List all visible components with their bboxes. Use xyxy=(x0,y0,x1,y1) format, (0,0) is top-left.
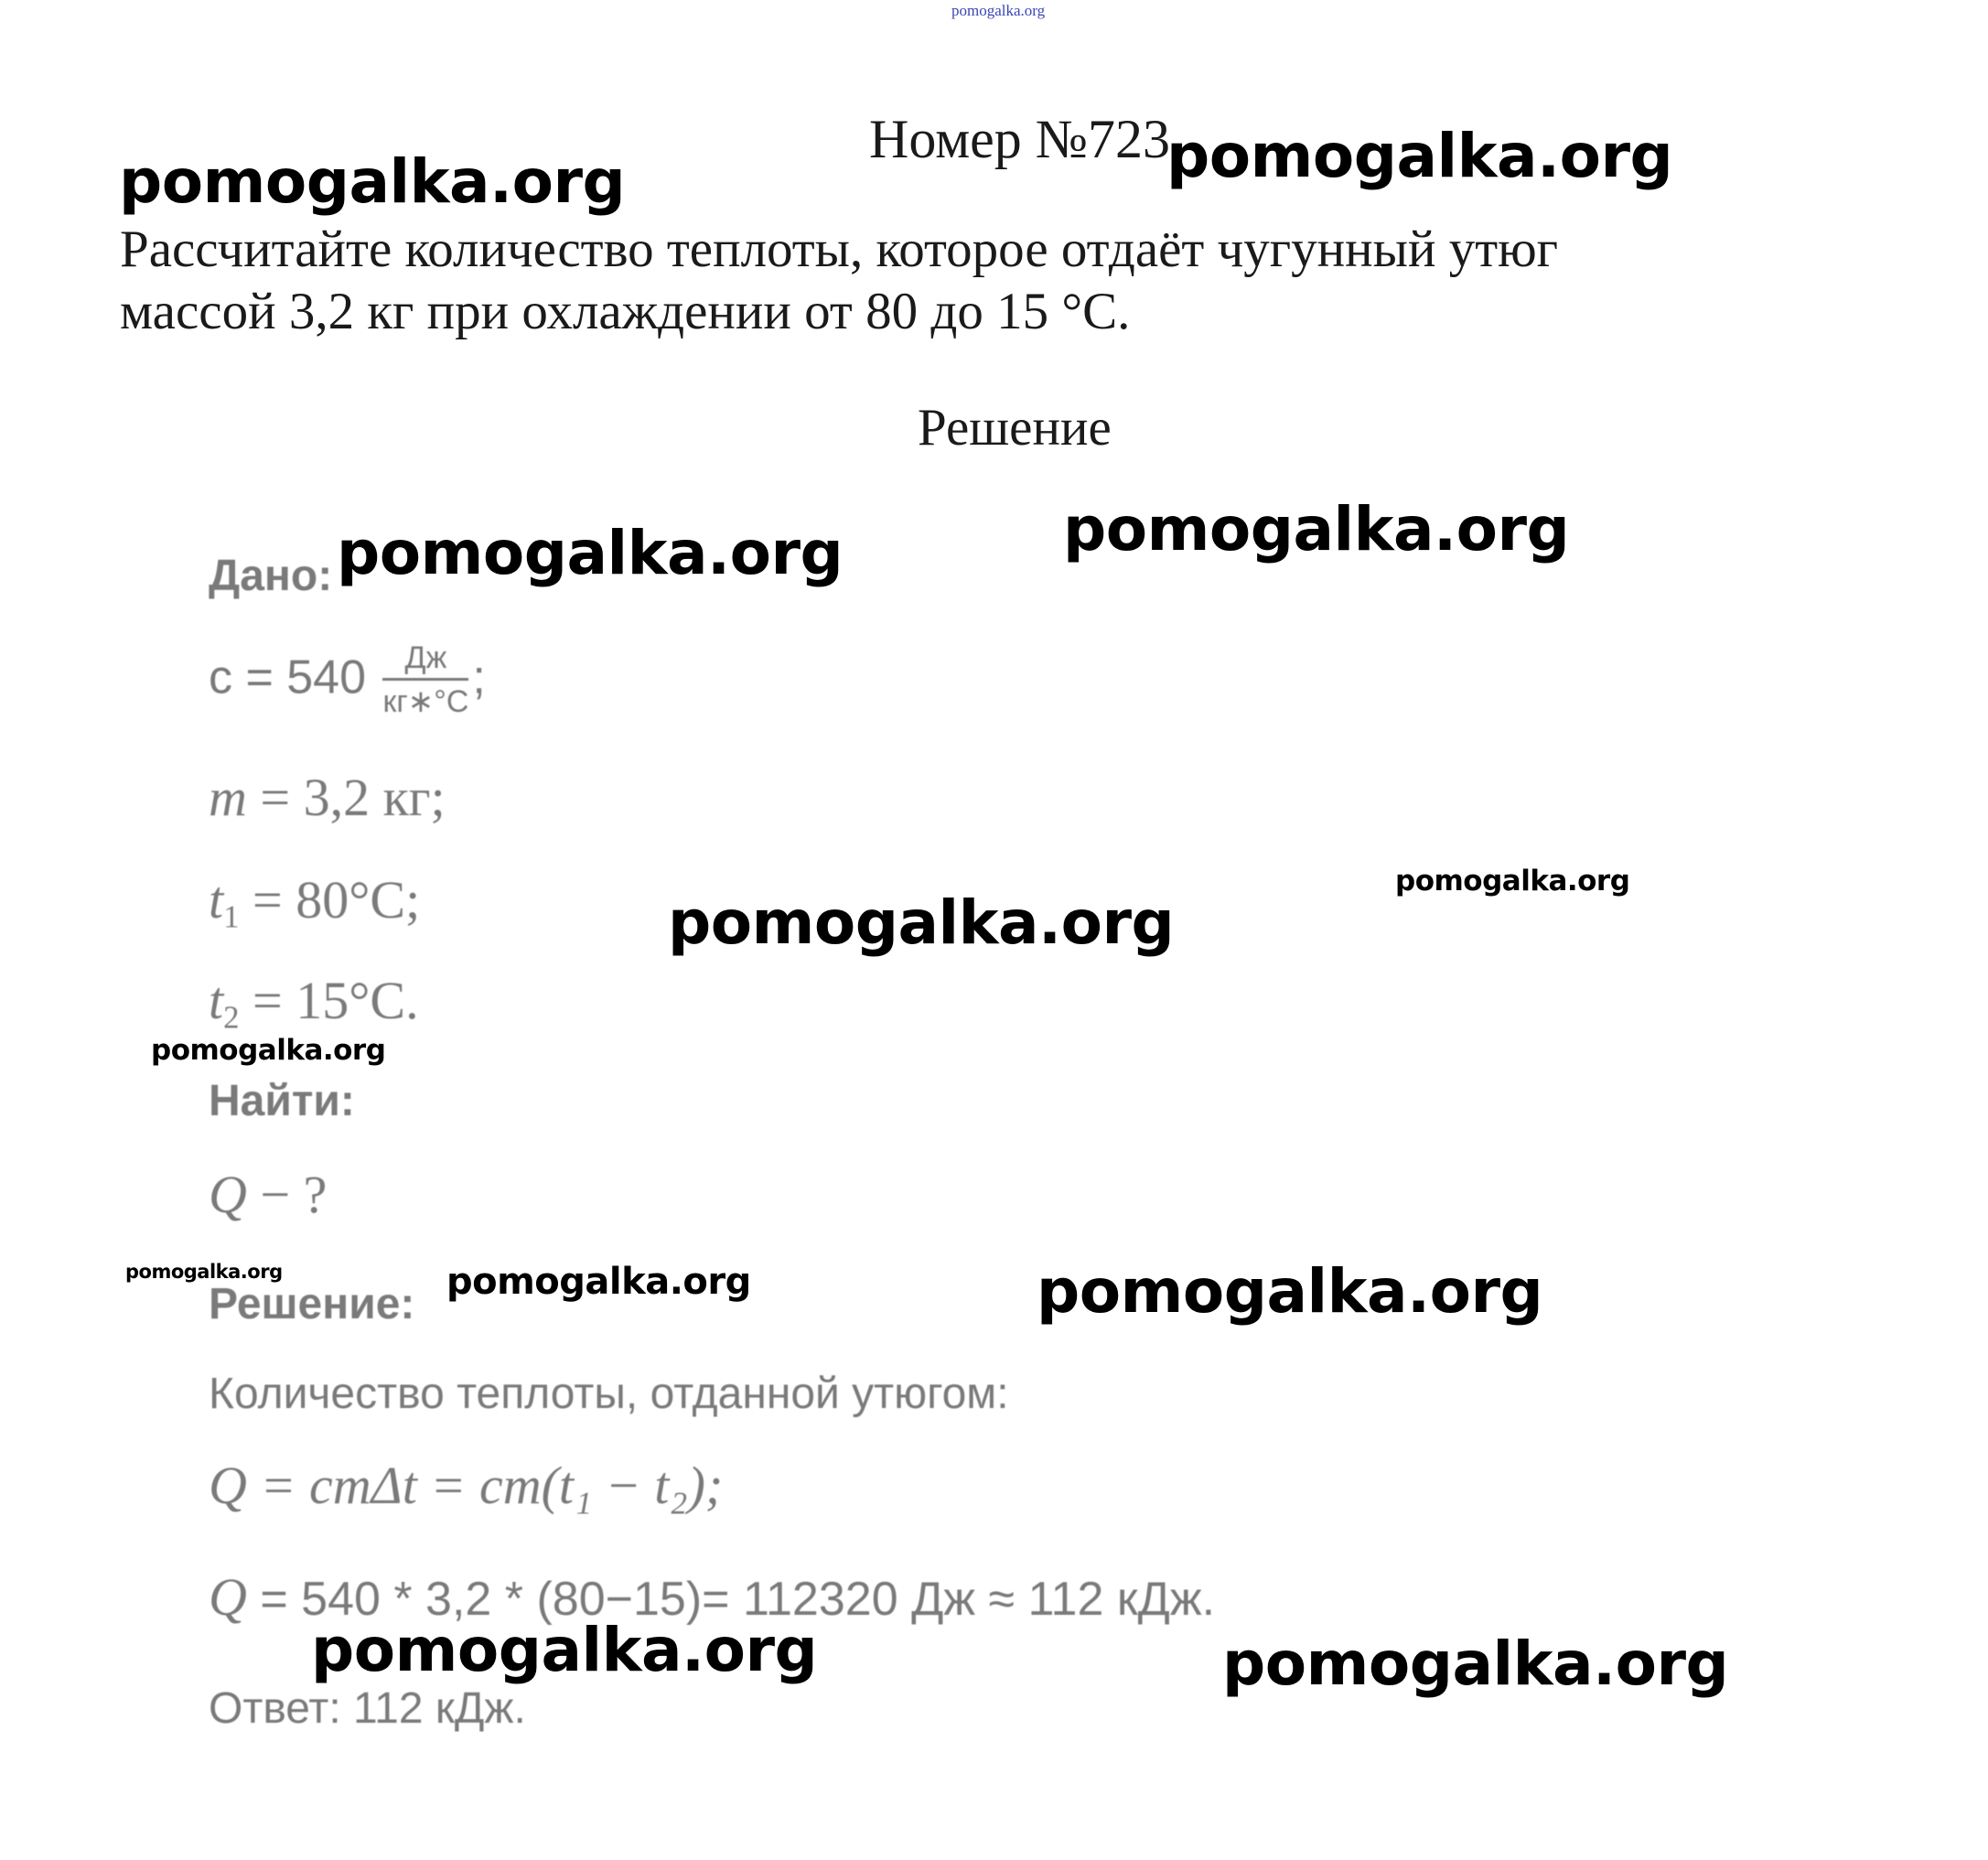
watermark: pomogalka.org xyxy=(311,1615,818,1685)
solution-text: Количество теплоты, отданной утюгом: xyxy=(209,1370,1009,1418)
watermark: pomogalka.org xyxy=(446,1261,751,1303)
given-m-var: m xyxy=(209,768,247,827)
watermark: pomogalka.org xyxy=(1037,1256,1543,1327)
watermark: pomogalka.org xyxy=(668,887,1175,958)
watermark: pomogalka.org xyxy=(125,1261,283,1283)
watermark: pomogalka.org xyxy=(119,146,626,217)
solution-label: Решение: xyxy=(209,1280,415,1328)
solution-formula: Q = cmΔt = cm(t₁ − t₂); xyxy=(209,1456,724,1515)
given-t2-var: t xyxy=(209,971,224,1030)
watermark: pomogalka.org xyxy=(1166,121,1673,191)
problem-statement-line-2: массой 3,2 кг при охлаждении от 80 до 15 °С. xyxy=(120,283,1131,340)
given-t1 xyxy=(209,869,420,935)
given-specific-heat xyxy=(209,640,486,720)
given-t1-rest: = 80°С; xyxy=(239,870,421,930)
given-c-suffix: ; xyxy=(472,650,486,704)
solution-calc-var: Q xyxy=(209,1567,247,1627)
solution-calc-rest: = 540 * 3,2 * (80−15)= 112320 Дж ≈ 112 кДж. xyxy=(246,1573,1216,1626)
problem-number: Номер №723 xyxy=(869,109,1171,169)
find-q-rest: − ? xyxy=(246,1165,328,1224)
solution-heading: Решение xyxy=(918,399,1112,457)
given-c-unit-denominator: кг∗°С xyxy=(382,684,469,720)
watermark: pomogalka.org xyxy=(1222,1629,1729,1699)
watermark-top: pomogalka.org xyxy=(951,2,1046,19)
given-t1-sub: 1 xyxy=(223,898,240,935)
watermark: pomogalka.org xyxy=(1063,494,1570,564)
find-q-var: Q xyxy=(209,1165,247,1224)
given-t2 xyxy=(209,970,419,1036)
watermark: pomogalka.org xyxy=(337,518,844,588)
given-c-unit xyxy=(382,640,468,720)
given-t2-rest: = 15°С. xyxy=(239,971,419,1030)
given-c-prefix: c = 540 xyxy=(209,650,367,704)
find-label: Найти: xyxy=(209,1077,355,1125)
watermark: pomogalka.org xyxy=(151,1034,386,1067)
watermark: pomogalka.org xyxy=(1395,865,1630,898)
given-t1-var: t xyxy=(209,870,224,930)
find-q xyxy=(209,1164,327,1225)
given-mass xyxy=(209,767,446,828)
answer: Ответ: 112 кДж. xyxy=(209,1684,526,1733)
given-c-unit-numerator: Дж xyxy=(382,640,468,681)
given-label: Дано: xyxy=(209,552,333,600)
problem-statement-line-1: Рассчитайте количество теплоты, которое отдаёт чугунный утюг xyxy=(120,220,1559,278)
given-t2-sub: 2 xyxy=(223,999,240,1036)
given-m-rest: = 3,2 кг; xyxy=(246,768,446,827)
